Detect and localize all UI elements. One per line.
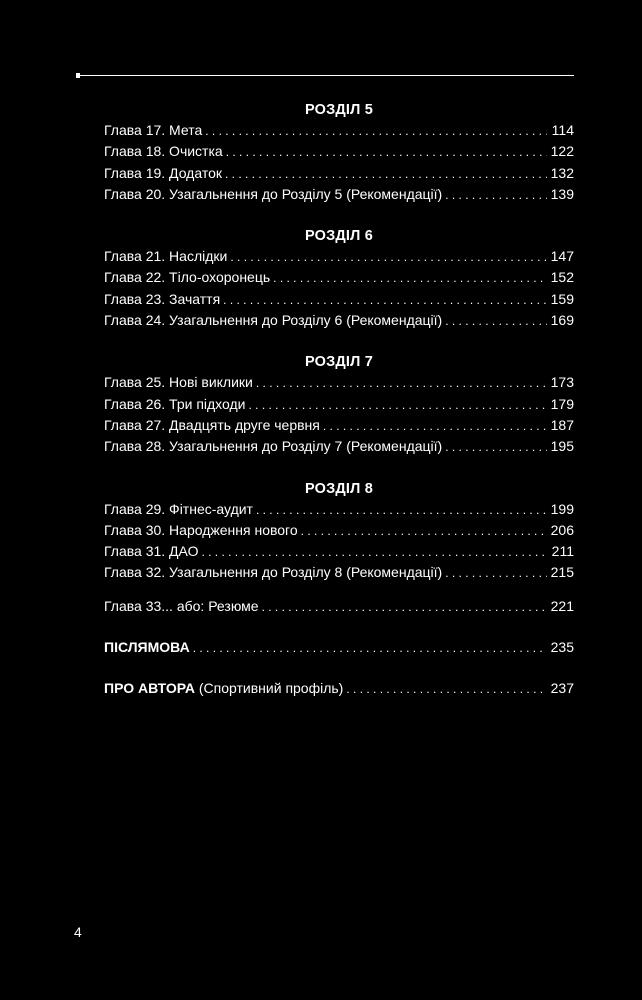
toc-entry[interactable]	[104, 120, 574, 141]
toc-entry[interactable]	[104, 415, 574, 436]
entry-page: 221	[550, 597, 574, 614]
toc-entry-about-author[interactable]	[104, 678, 574, 699]
entry-page: 147	[550, 248, 574, 265]
dot-leader	[262, 597, 547, 618]
dot-leader	[445, 563, 547, 584]
entry-page: 139	[550, 185, 574, 202]
dot-leader	[301, 521, 547, 542]
dot-leader	[445, 185, 547, 206]
dot-leader	[225, 164, 547, 185]
toc-entry[interactable]	[104, 499, 574, 520]
dot-leader	[256, 500, 547, 521]
header-rule	[76, 75, 574, 76]
entry-label: Глава 30. Народження нового	[104, 521, 298, 538]
entry-label: Глава 26. Три підходи	[104, 395, 246, 412]
section-5	[104, 100, 574, 205]
entry-label: Глава 29. Фітнес-аудит	[104, 500, 253, 517]
entry-page: 132	[550, 164, 574, 181]
entry-label: Глава 32. Узагальнення до Розділу 8 (Рекомендації)	[104, 564, 443, 581]
dot-leader	[223, 290, 547, 311]
entry-page: 122	[550, 143, 574, 160]
entry-label: Глава 23. Зачаття	[104, 290, 221, 307]
entry-label: Глава 24. Узагальнення до Розділу 6 (Рекомендації)	[104, 312, 443, 329]
section-7	[104, 352, 574, 457]
entry-label: Глава 33... або: Резюме	[104, 597, 259, 614]
toc-entry[interactable]	[104, 372, 574, 393]
toc-entry[interactable]	[104, 141, 574, 162]
entry-page: 187	[550, 416, 574, 433]
toc-entry[interactable]	[104, 394, 574, 415]
entry-label: Глава 28. Узагальнення до Розділу 7 (Рекомендації)	[104, 438, 443, 455]
entry-label: Глава 21. Наслідки	[104, 248, 228, 265]
toc-entry[interactable]	[104, 267, 574, 288]
toc-entry[interactable]	[104, 246, 574, 267]
entry-page: 199	[550, 500, 574, 517]
section-8	[104, 479, 574, 584]
toc-entry[interactable]	[104, 310, 574, 331]
entry-label: Глава 25. Нові виклики	[104, 374, 253, 391]
section-title: РОЗДІЛ 6	[304, 228, 374, 245]
entry-label: Глава 17. Мета	[104, 122, 203, 138]
dot-leader	[445, 311, 547, 332]
entry-label: Глава 19. Додаток	[104, 164, 222, 181]
page-number: 4	[74, 924, 82, 940]
dot-leader	[273, 268, 547, 289]
entry-label: Глава 27. Двадцять друге червня	[104, 416, 320, 433]
toc-entry-afterword[interactable]	[104, 637, 574, 658]
entry-page: 237	[550, 680, 574, 697]
entry-page: 169	[550, 312, 574, 329]
entry-label: Глава 18. Очистка	[104, 143, 223, 160]
toc-entry[interactable]	[104, 541, 574, 562]
dot-leader	[323, 416, 547, 437]
table-of-contents	[104, 98, 574, 700]
dot-leader	[230, 247, 547, 268]
section-title: РОЗДІЛ 7	[304, 354, 374, 371]
entry-label: Глава 20. Узагальнення до Розділу 5 (Рекомендації)	[104, 185, 443, 202]
entry-page: 235	[550, 639, 574, 656]
entry-page: 114	[551, 122, 574, 138]
about-label-rest: (Спортивний профіль)	[195, 680, 344, 697]
entry-label: Глава 31. ДАО	[104, 543, 199, 560]
dot-leader	[249, 395, 548, 416]
entry-page: 215	[550, 564, 574, 581]
about-label-bold: ПРО АВТОРА	[104, 680, 195, 697]
dot-leader	[205, 121, 547, 142]
dot-leader	[256, 373, 547, 394]
entry-page: 211	[551, 543, 574, 560]
toc-entry-chapter-33[interactable]	[104, 596, 574, 617]
entry-page: 173	[550, 374, 574, 391]
toc-entry[interactable]	[104, 436, 574, 457]
entry-page: 152	[550, 269, 574, 286]
entry-page: 159	[550, 290, 574, 307]
dot-leader	[201, 542, 547, 563]
section-title: РОЗДІЛ 8	[304, 480, 374, 497]
section-6	[104, 226, 574, 331]
section-title: РОЗДІЛ 5	[304, 102, 374, 118]
toc-entry[interactable]	[104, 562, 574, 583]
entry-page: 206	[550, 521, 574, 538]
dot-leader	[346, 679, 547, 700]
afterword-label: ПІСЛЯМОВА	[104, 639, 190, 656]
dot-leader	[226, 142, 547, 163]
toc-entry[interactable]	[104, 520, 574, 541]
toc-entry[interactable]	[104, 184, 574, 205]
entry-label: Глава 22. Тіло-охоронець	[104, 269, 271, 286]
toc-entry[interactable]	[104, 289, 574, 310]
dot-leader	[445, 437, 547, 458]
toc-entry[interactable]	[104, 163, 574, 184]
entry-page: 195	[550, 438, 574, 455]
dot-leader	[193, 638, 547, 659]
entry-page: 179	[550, 395, 574, 412]
